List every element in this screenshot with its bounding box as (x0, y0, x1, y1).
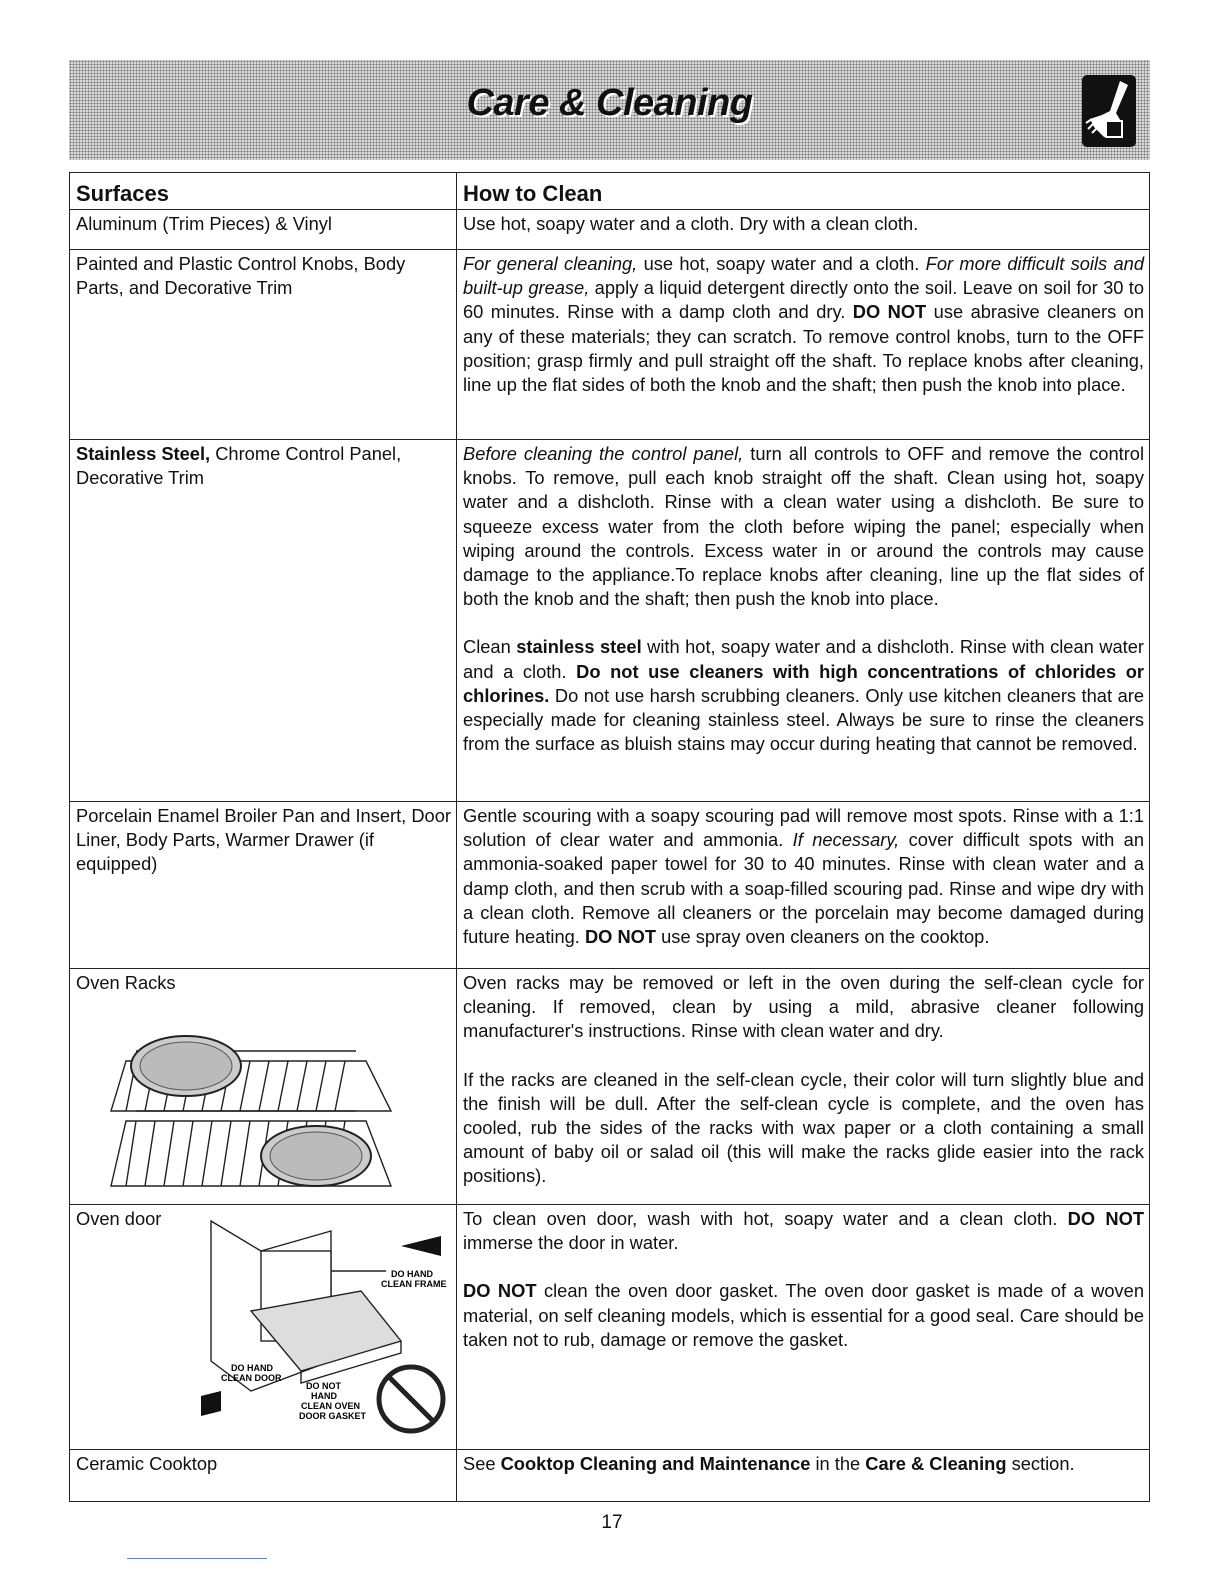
how-to-clean-cell (457, 969, 1150, 1205)
rack-wire (202, 1121, 212, 1186)
bold-text: stainless steel (516, 636, 642, 658)
bold-text: DO NOT (1067, 1208, 1144, 1229)
surface-cell (70, 210, 457, 250)
section-banner (69, 60, 1150, 160)
text-segment: section. (1006, 1453, 1075, 1474)
italic-text: Before cleaning the control panel, (463, 443, 744, 464)
instruction-paragraph (463, 1207, 1144, 1255)
how-to-clean-cell (457, 1205, 1150, 1450)
column-header-how-to-clean: How to Clean (457, 173, 1150, 210)
text-segment: with hot, soapy water and a dishcloth. Rinse with clean water and a cloth. (463, 636, 1144, 682)
rack-wire (126, 1121, 136, 1186)
rack-wire (278, 1061, 288, 1111)
rack-wire (297, 1061, 307, 1111)
label-do-hand-clean-door-1: DO HAND (231, 1363, 273, 1374)
how-to-clean-cell (457, 210, 1150, 250)
bold-text: Care & Cleaning (865, 1453, 1007, 1474)
section-title: Care & Cleaning (466, 82, 753, 124)
italic-text: If necessary, (792, 829, 900, 851)
instruction-paragraph (463, 1279, 1144, 1352)
italic-text: For general cleaning, (463, 253, 638, 274)
label-do-hand-clean-frame-2: CLEAN FRAME (381, 1279, 447, 1290)
label-do-hand-clean-door-2: CLEAN DOOR (221, 1373, 282, 1384)
text-segment: Porcelain Enamel Broiler Pan and Insert, Door Liner, Body Parts, Warmer Drawer (if equipped) (76, 805, 451, 875)
surface-name (76, 442, 451, 490)
how-to-clean-cell (457, 250, 1150, 440)
how-to-clean-cell (457, 440, 1150, 802)
instruction-paragraph (463, 442, 1144, 611)
oven-door-illustration (201, 1211, 451, 1436)
label-do-not-clean-gasket-4: DOOR GASKET (299, 1411, 367, 1422)
text-segment: Oven Racks (76, 972, 176, 993)
text-segment: Aluminum (Trim Pieces) & Vinyl (76, 213, 332, 234)
text-segment: use spray oven cleaners on the cooktop. (656, 926, 990, 948)
cleaning-hand-icon (1082, 75, 1136, 147)
bold-text: Stainless Steel, (76, 443, 211, 464)
surface-name (76, 971, 451, 995)
surface-cell (70, 440, 457, 802)
cleaning-table (69, 172, 1150, 1502)
text-segment: Oven racks may be removed or left in the oven during the self-clean cycle for cleaning. If removed, clean by using a mild, abrasive cleaner following manufacturer's instructions. Rinse with clean water and dry. (463, 972, 1144, 1042)
text-segment: Painted and Plastic Control Knobs, Body Parts, and Decorative Trim (76, 253, 406, 299)
italic-text: For more difficult soils and built-up grease, (463, 253, 1145, 299)
text-segment: use abrasive cleaners on any of these materials; they can scratch. To remove control knobs, turn to the OFF position; grasp firmly and pull straight off the shaft. To replace knobs after cleaning, line up the flat sides of both the knob and the shaft; then push the knob into place. (463, 301, 1144, 396)
text-segment: To clean oven door, wash with hot, soapy water and a clean cloth. (463, 1208, 1068, 1229)
table-row (70, 969, 1150, 1205)
rack-wire (145, 1121, 155, 1186)
page-number: 17 (601, 1512, 623, 1533)
text-segment: Ceramic Cooktop (76, 1453, 218, 1474)
surface-cell (70, 1450, 457, 1502)
rack-wire (259, 1061, 269, 1111)
label-do-not-clean-gasket-2: HAND (311, 1391, 337, 1402)
rack-wire (164, 1121, 174, 1186)
table-row (70, 1450, 1150, 1502)
how-to-clean-cell (457, 802, 1150, 969)
instruction-paragraph (463, 252, 1144, 397)
surface-cell (70, 802, 457, 969)
column-header-surfaces: Surfaces (70, 173, 457, 210)
bold-text: DO NOT (852, 301, 927, 323)
text-segment: Oven door (76, 1208, 162, 1229)
text-segment: use hot, soapy water and a cloth. (637, 253, 926, 274)
instruction-paragraph (463, 1452, 1144, 1476)
oven-racks-illustration (106, 1011, 406, 1191)
text-segment: clean the oven door gasket. The oven door gasket is made of a woven material, on self cleaning models, which is essential for a good seal. Care should be taken not to rub, damage or remove the gasket. (463, 1280, 1144, 1350)
bold-text: Cooktop Cleaning and Maintenance (500, 1453, 811, 1474)
surface-cell (70, 1205, 457, 1450)
text-segment: immerse the door in water. (463, 1232, 679, 1254)
text-segment: Gentle scouring with a soapy scouring pad will remove most spots. Rinse with a 1:1 solution of clear water and ammonia. (463, 805, 1144, 851)
instruction-paragraph (463, 1068, 1144, 1189)
bold-text: Do not use cleaners with high concentrations of chlorides or chlorines. (463, 660, 1144, 706)
bold-text: DO NOT (584, 926, 657, 948)
rack-wire (335, 1061, 345, 1111)
table-row (70, 250, 1150, 440)
rack-wire (316, 1061, 326, 1111)
text-segment: Use hot, soapy water and a cloth. Dry with a clean cloth. (463, 213, 919, 234)
instruction-paragraph (463, 635, 1144, 756)
label-do-hand-clean-frame-1: DO HAND (391, 1269, 433, 1280)
table-row (70, 802, 1150, 969)
table-row (70, 210, 1150, 250)
table-row (70, 440, 1150, 802)
instruction-paragraph (463, 971, 1144, 1044)
instruction-paragraph (463, 212, 1144, 236)
surface-name (76, 804, 451, 877)
text-segment: Chrome Control Panel, Decorative Trim (76, 443, 402, 489)
bold-text: DO NOT (463, 1280, 537, 1302)
text-segment: Clean (463, 636, 517, 658)
surface-cell (70, 250, 457, 440)
label-do-not-clean-gasket-3: CLEAN OVEN (301, 1401, 361, 1412)
text-segment: turn all controls to OFF and remove the control knobs. To remove, pull each knob straight off the shaft. Clean using hot, soapy water and a dishcloth. Rinse with a clean water using a dishcloth. Be sure to squeeze excess water from the cloth before wiping the panel; especially when wiping around the controls. Excess water in or around the controls may cause damage to the appliance.To replace knobs after cleaning, line up the flat sides of both the knob and the shaft; then push the knob into place. (463, 443, 1145, 610)
text-segment: apply a liquid detergent directly onto the soil. Leave on soil for 30 to 60 minutes. Rinse with a damp cloth and dry. (463, 277, 1145, 323)
rack-wire (240, 1121, 250, 1186)
surface-cell (70, 969, 457, 1205)
rack-wire (221, 1121, 231, 1186)
text-segment: If the racks are cleaned in the self-clean cycle, their color will turn slightly blue and the finish will be dull. After the self-clean cycle is complete, and the oven has cooled, rub the sides of the racks with wax paper or a cloth containing a small amount of baby oil or salad oil (this will make the racks glide easier into the rack positions). (463, 1068, 1144, 1187)
table-row (70, 1205, 1150, 1450)
surface-name (76, 212, 451, 236)
text-segment: Do not use harsh scrubbing cleaners. Only use kitchen cleaners that are especially made for cleaning stainless steel. Always be sure to rinse the cleaners from the surface as bluish stains may occur during heating that cannot be removed. (463, 684, 1144, 755)
rack-wire (183, 1121, 193, 1186)
text-segment: cover difficult spots with an ammonia-soaked paper towel for 30 to 40 minutes. Rinse with clean water and a damp cloth, and then scrub with a soap-filled scouring pad. Rinse and wipe dry with a clean cloth. Remove all cleaners or the porcelain may become damaged during future heating. (463, 829, 1144, 948)
surface-name (76, 1452, 451, 1476)
label-do-not-clean-gasket-1: DO NOT (306, 1381, 341, 1392)
how-to-clean-cell (457, 1450, 1150, 1502)
surface-name (76, 252, 451, 300)
text-segment: See (463, 1453, 501, 1474)
instruction-paragraph (463, 804, 1144, 949)
text-segment: in the (810, 1453, 866, 1474)
footer-rule (127, 1558, 267, 1559)
